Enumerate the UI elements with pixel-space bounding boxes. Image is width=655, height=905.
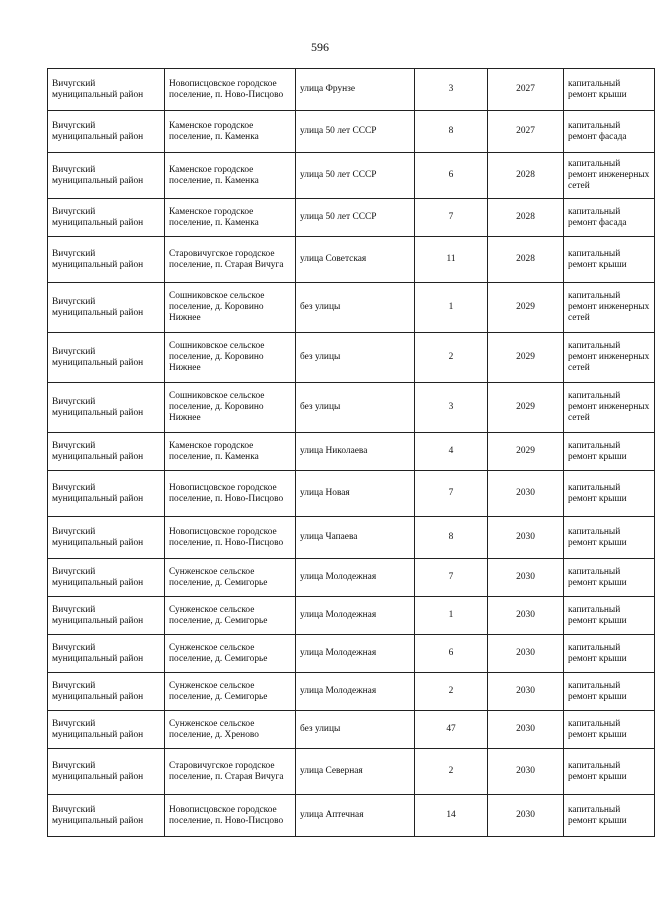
street-cell: улица 50 лет СССР xyxy=(296,199,415,237)
work-type-cell: капитальный ремонт инженерных сетей xyxy=(564,283,655,333)
street-cell: улица 50 лет СССР xyxy=(296,153,415,199)
settlement-cell: Новописцовское городское поселение, п. Ново-Писцово xyxy=(165,471,296,517)
district-cell: Вичугский муниципальный район xyxy=(48,153,165,199)
year-cell: 2030 xyxy=(488,749,564,795)
table-row xyxy=(48,111,655,153)
table-row xyxy=(48,711,655,749)
house-number-cell: 8 xyxy=(415,517,488,559)
house-number-cell: 1 xyxy=(415,597,488,635)
year-cell: 2029 xyxy=(488,433,564,471)
district-cell: Вичугский муниципальный район xyxy=(48,69,165,111)
district-cell: Вичугский муниципальный район xyxy=(48,237,165,283)
settlement-cell: Сунженское сельское поселение, д. Семигорье xyxy=(165,559,296,597)
district-cell: Вичугский муниципальный район xyxy=(48,283,165,333)
house-number-cell: 4 xyxy=(415,433,488,471)
street-cell: без улицы xyxy=(296,333,415,383)
house-number-cell: 14 xyxy=(415,795,488,837)
street-cell: улица Советская xyxy=(296,237,415,283)
year-cell: 2030 xyxy=(488,471,564,517)
settlement-cell: Новописцовское городское поселение, п. Ново-Писцово xyxy=(165,69,296,111)
table-row xyxy=(48,433,655,471)
district-cell: Вичугский муниципальный район xyxy=(48,795,165,837)
house-number-cell: 7 xyxy=(415,471,488,517)
year-cell: 2028 xyxy=(488,153,564,199)
house-number-cell: 1 xyxy=(415,283,488,333)
settlement-cell: Сунженское сельское поселение, д. Семигорье xyxy=(165,673,296,711)
district-cell: Вичугский муниципальный район xyxy=(48,199,165,237)
house-number-cell: 8 xyxy=(415,111,488,153)
district-cell: Вичугский муниципальный район xyxy=(48,111,165,153)
table-row xyxy=(48,69,655,111)
year-cell: 2030 xyxy=(488,673,564,711)
page-number: 596 xyxy=(311,40,329,54)
work-type-cell: капитальный ремонт крыши xyxy=(564,795,655,837)
settlement-cell: Каменское городское поселение, п. Каменка xyxy=(165,111,296,153)
table-row xyxy=(48,383,655,433)
settlement-cell: Каменское городское поселение, п. Каменка xyxy=(165,153,296,199)
district-cell: Вичугский муниципальный район xyxy=(48,333,165,383)
table-row xyxy=(48,471,655,517)
street-cell: улица Молодежная xyxy=(296,597,415,635)
street-cell: улица Фрунзе xyxy=(296,69,415,111)
settlement-cell: Сунженское сельское поселение, д. Хреново xyxy=(165,711,296,749)
year-cell: 2027 xyxy=(488,111,564,153)
table-row xyxy=(48,749,655,795)
table-row xyxy=(48,559,655,597)
street-cell: улица Молодежная xyxy=(296,635,415,673)
settlement-cell: Старовичугское городское поселение, п. Старая Вичуга xyxy=(165,749,296,795)
work-type-cell: капитальный ремонт инженерных сетей xyxy=(564,153,655,199)
table-row xyxy=(48,153,655,199)
settlement-cell: Новописцовское городское поселение, п. Ново-Писцово xyxy=(165,517,296,559)
table-row xyxy=(48,517,655,559)
settlement-cell: Сошниковское сельское поселение, д. Коровино Нижнее xyxy=(165,333,296,383)
repair-schedule-table xyxy=(47,68,655,837)
house-number-cell: 2 xyxy=(415,673,488,711)
table-row xyxy=(48,333,655,383)
year-cell: 2030 xyxy=(488,597,564,635)
year-cell: 2030 xyxy=(488,559,564,597)
street-cell: улица Молодежная xyxy=(296,673,415,711)
table-row xyxy=(48,673,655,711)
street-cell: улица Новая xyxy=(296,471,415,517)
street-cell: улица 50 лет СССР xyxy=(296,111,415,153)
year-cell: 2027 xyxy=(488,69,564,111)
street-cell: улица Николаева xyxy=(296,433,415,471)
settlement-cell: Новописцовское городское поселение, п. Ново-Писцово xyxy=(165,795,296,837)
year-cell: 2030 xyxy=(488,635,564,673)
year-cell: 2030 xyxy=(488,795,564,837)
street-cell: без улицы xyxy=(296,283,415,333)
district-cell: Вичугский муниципальный район xyxy=(48,635,165,673)
settlement-cell: Каменское городское поселение, п. Каменка xyxy=(165,199,296,237)
district-cell: Вичугский муниципальный район xyxy=(48,433,165,471)
district-cell: Вичугский муниципальный район xyxy=(48,471,165,517)
street-cell: улица Молодежная xyxy=(296,559,415,597)
year-cell: 2028 xyxy=(488,237,564,283)
work-type-cell: капитальный ремонт крыши xyxy=(564,517,655,559)
table-row xyxy=(48,283,655,333)
work-type-cell: капитальный ремонт фасада xyxy=(564,199,655,237)
table-row xyxy=(48,597,655,635)
district-cell: Вичугский муниципальный район xyxy=(48,517,165,559)
district-cell: Вичугский муниципальный район xyxy=(48,711,165,749)
settlement-cell: Сунженское сельское поселение, д. Семигорье xyxy=(165,635,296,673)
work-type-cell: капитальный ремонт крыши xyxy=(564,673,655,711)
district-cell: Вичугский муниципальный район xyxy=(48,749,165,795)
work-type-cell: капитальный ремонт крыши xyxy=(564,433,655,471)
house-number-cell: 2 xyxy=(415,333,488,383)
settlement-cell: Сошниковское сельское поселение, д. Коровино Нижнее xyxy=(165,383,296,433)
settlement-cell: Старовичугское городское поселение, п. Старая Вичуга xyxy=(165,237,296,283)
year-cell: 2030 xyxy=(488,711,564,749)
work-type-cell: капитальный ремонт крыши xyxy=(564,635,655,673)
district-cell: Вичугский муниципальный район xyxy=(48,383,165,433)
street-cell: без улицы xyxy=(296,711,415,749)
settlement-cell: Сошниковское сельское поселение, д. Коровино Нижнее xyxy=(165,283,296,333)
work-type-cell: капитальный ремонт крыши xyxy=(564,69,655,111)
year-cell: 2029 xyxy=(488,333,564,383)
work-type-cell: капитальный ремонт крыши xyxy=(564,749,655,795)
work-type-cell: капитальный ремонт инженерных сетей xyxy=(564,333,655,383)
work-type-cell: капитальный ремонт крыши xyxy=(564,597,655,635)
work-type-cell: капитальный ремонт инженерных сетей xyxy=(564,383,655,433)
street-cell: улица Аптечная xyxy=(296,795,415,837)
district-cell: Вичугский муниципальный район xyxy=(48,673,165,711)
house-number-cell: 7 xyxy=(415,559,488,597)
district-cell: Вичугский муниципальный район xyxy=(48,597,165,635)
house-number-cell: 6 xyxy=(415,153,488,199)
settlement-cell: Сунженское сельское поселение, д. Семигорье xyxy=(165,597,296,635)
settlement-cell: Каменское городское поселение, п. Каменка xyxy=(165,433,296,471)
year-cell: 2030 xyxy=(488,517,564,559)
table-row xyxy=(48,237,655,283)
house-number-cell: 11 xyxy=(415,237,488,283)
table-row xyxy=(48,795,655,837)
house-number-cell: 47 xyxy=(415,711,488,749)
district-cell: Вичугский муниципальный район xyxy=(48,559,165,597)
table-row xyxy=(48,635,655,673)
work-type-cell: капитальный ремонт крыши xyxy=(564,237,655,283)
table-row xyxy=(48,199,655,237)
street-cell: улица Чапаева xyxy=(296,517,415,559)
work-type-cell: капитальный ремонт крыши xyxy=(564,471,655,517)
house-number-cell: 6 xyxy=(415,635,488,673)
street-cell: без улицы xyxy=(296,383,415,433)
year-cell: 2028 xyxy=(488,199,564,237)
work-type-cell: капитальный ремонт крыши xyxy=(564,559,655,597)
table-body xyxy=(48,69,655,837)
house-number-cell: 3 xyxy=(415,383,488,433)
year-cell: 2029 xyxy=(488,283,564,333)
work-type-cell: капитальный ремонт фасада xyxy=(564,111,655,153)
house-number-cell: 7 xyxy=(415,199,488,237)
work-type-cell: капитальный ремонт крыши xyxy=(564,711,655,749)
street-cell: улица Северная xyxy=(296,749,415,795)
house-number-cell: 2 xyxy=(415,749,488,795)
year-cell: 2029 xyxy=(488,383,564,433)
house-number-cell: 3 xyxy=(415,69,488,111)
